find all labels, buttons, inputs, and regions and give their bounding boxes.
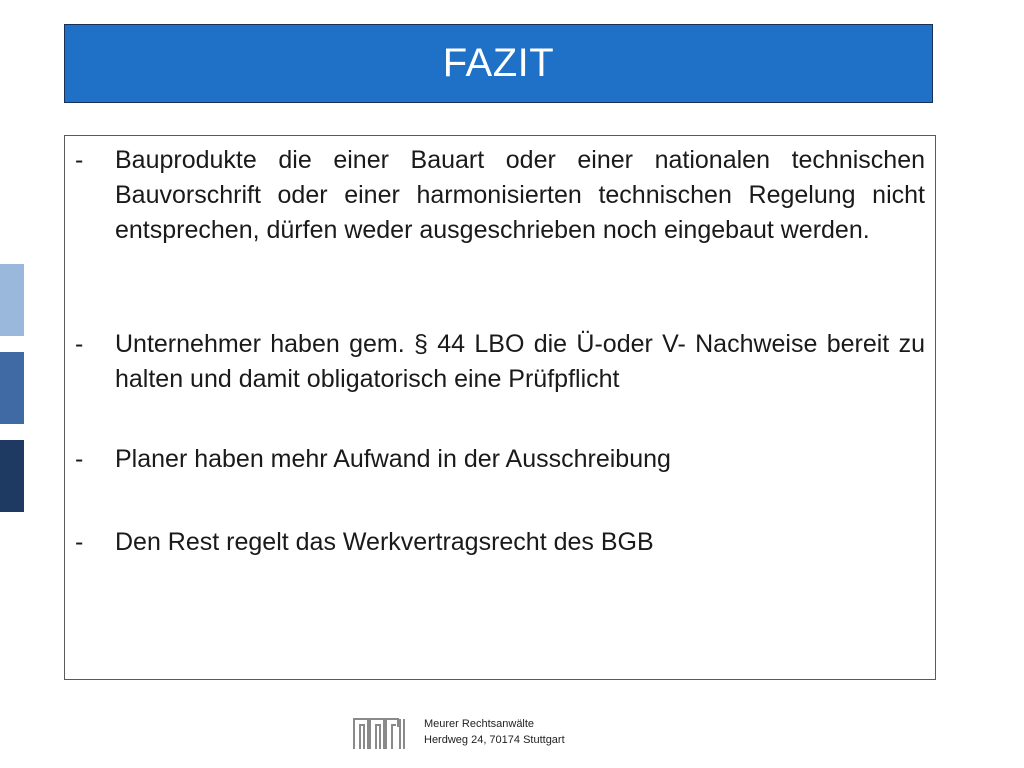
slide-title: FAZIT [442, 41, 555, 85]
side-tab-dark [0, 440, 24, 512]
bullet-text: Unternehmer haben gem. § 44 LBO die Ü-oder V- Nachweise bereit zu halten und damit obligatorisch eine Prüfpflicht [115, 330, 925, 393]
bullet-text: Bauprodukte die einer Bauart oder einer nationalen technischen Bauvorschrift oder einer harmonisierten technischen Regelung nicht entsprechen, dürfen weder ausgeschrieben noch eingebaut werden. [115, 146, 925, 244]
side-tab-mid [0, 352, 24, 424]
title-bar [64, 24, 933, 103]
bullet-text: Planer haben mehr Aufwand in der Ausschreibung [115, 445, 671, 473]
footer-text [424, 716, 565, 748]
bullet-dash: - [75, 445, 84, 473]
bullet-item [75, 327, 925, 397]
footer [352, 713, 565, 751]
bullet-item [75, 525, 925, 560]
bullet-dash: - [75, 528, 84, 556]
bullet-dash: - [75, 330, 84, 358]
content-box [64, 135, 936, 680]
bullet-dash: - [75, 146, 84, 174]
bullet-item [75, 143, 925, 248]
side-tab-light [0, 264, 24, 336]
firm-name: Meurer Rechtsanwälte [424, 718, 535, 730]
bullet-item [75, 442, 925, 477]
bullet-text: Den Rest regelt das Werkvertragsrecht des BGB [115, 528, 654, 556]
firm-logo-icon [352, 713, 410, 751]
firm-address: Herdweg 24, 70174 Stuttgart [424, 734, 565, 746]
